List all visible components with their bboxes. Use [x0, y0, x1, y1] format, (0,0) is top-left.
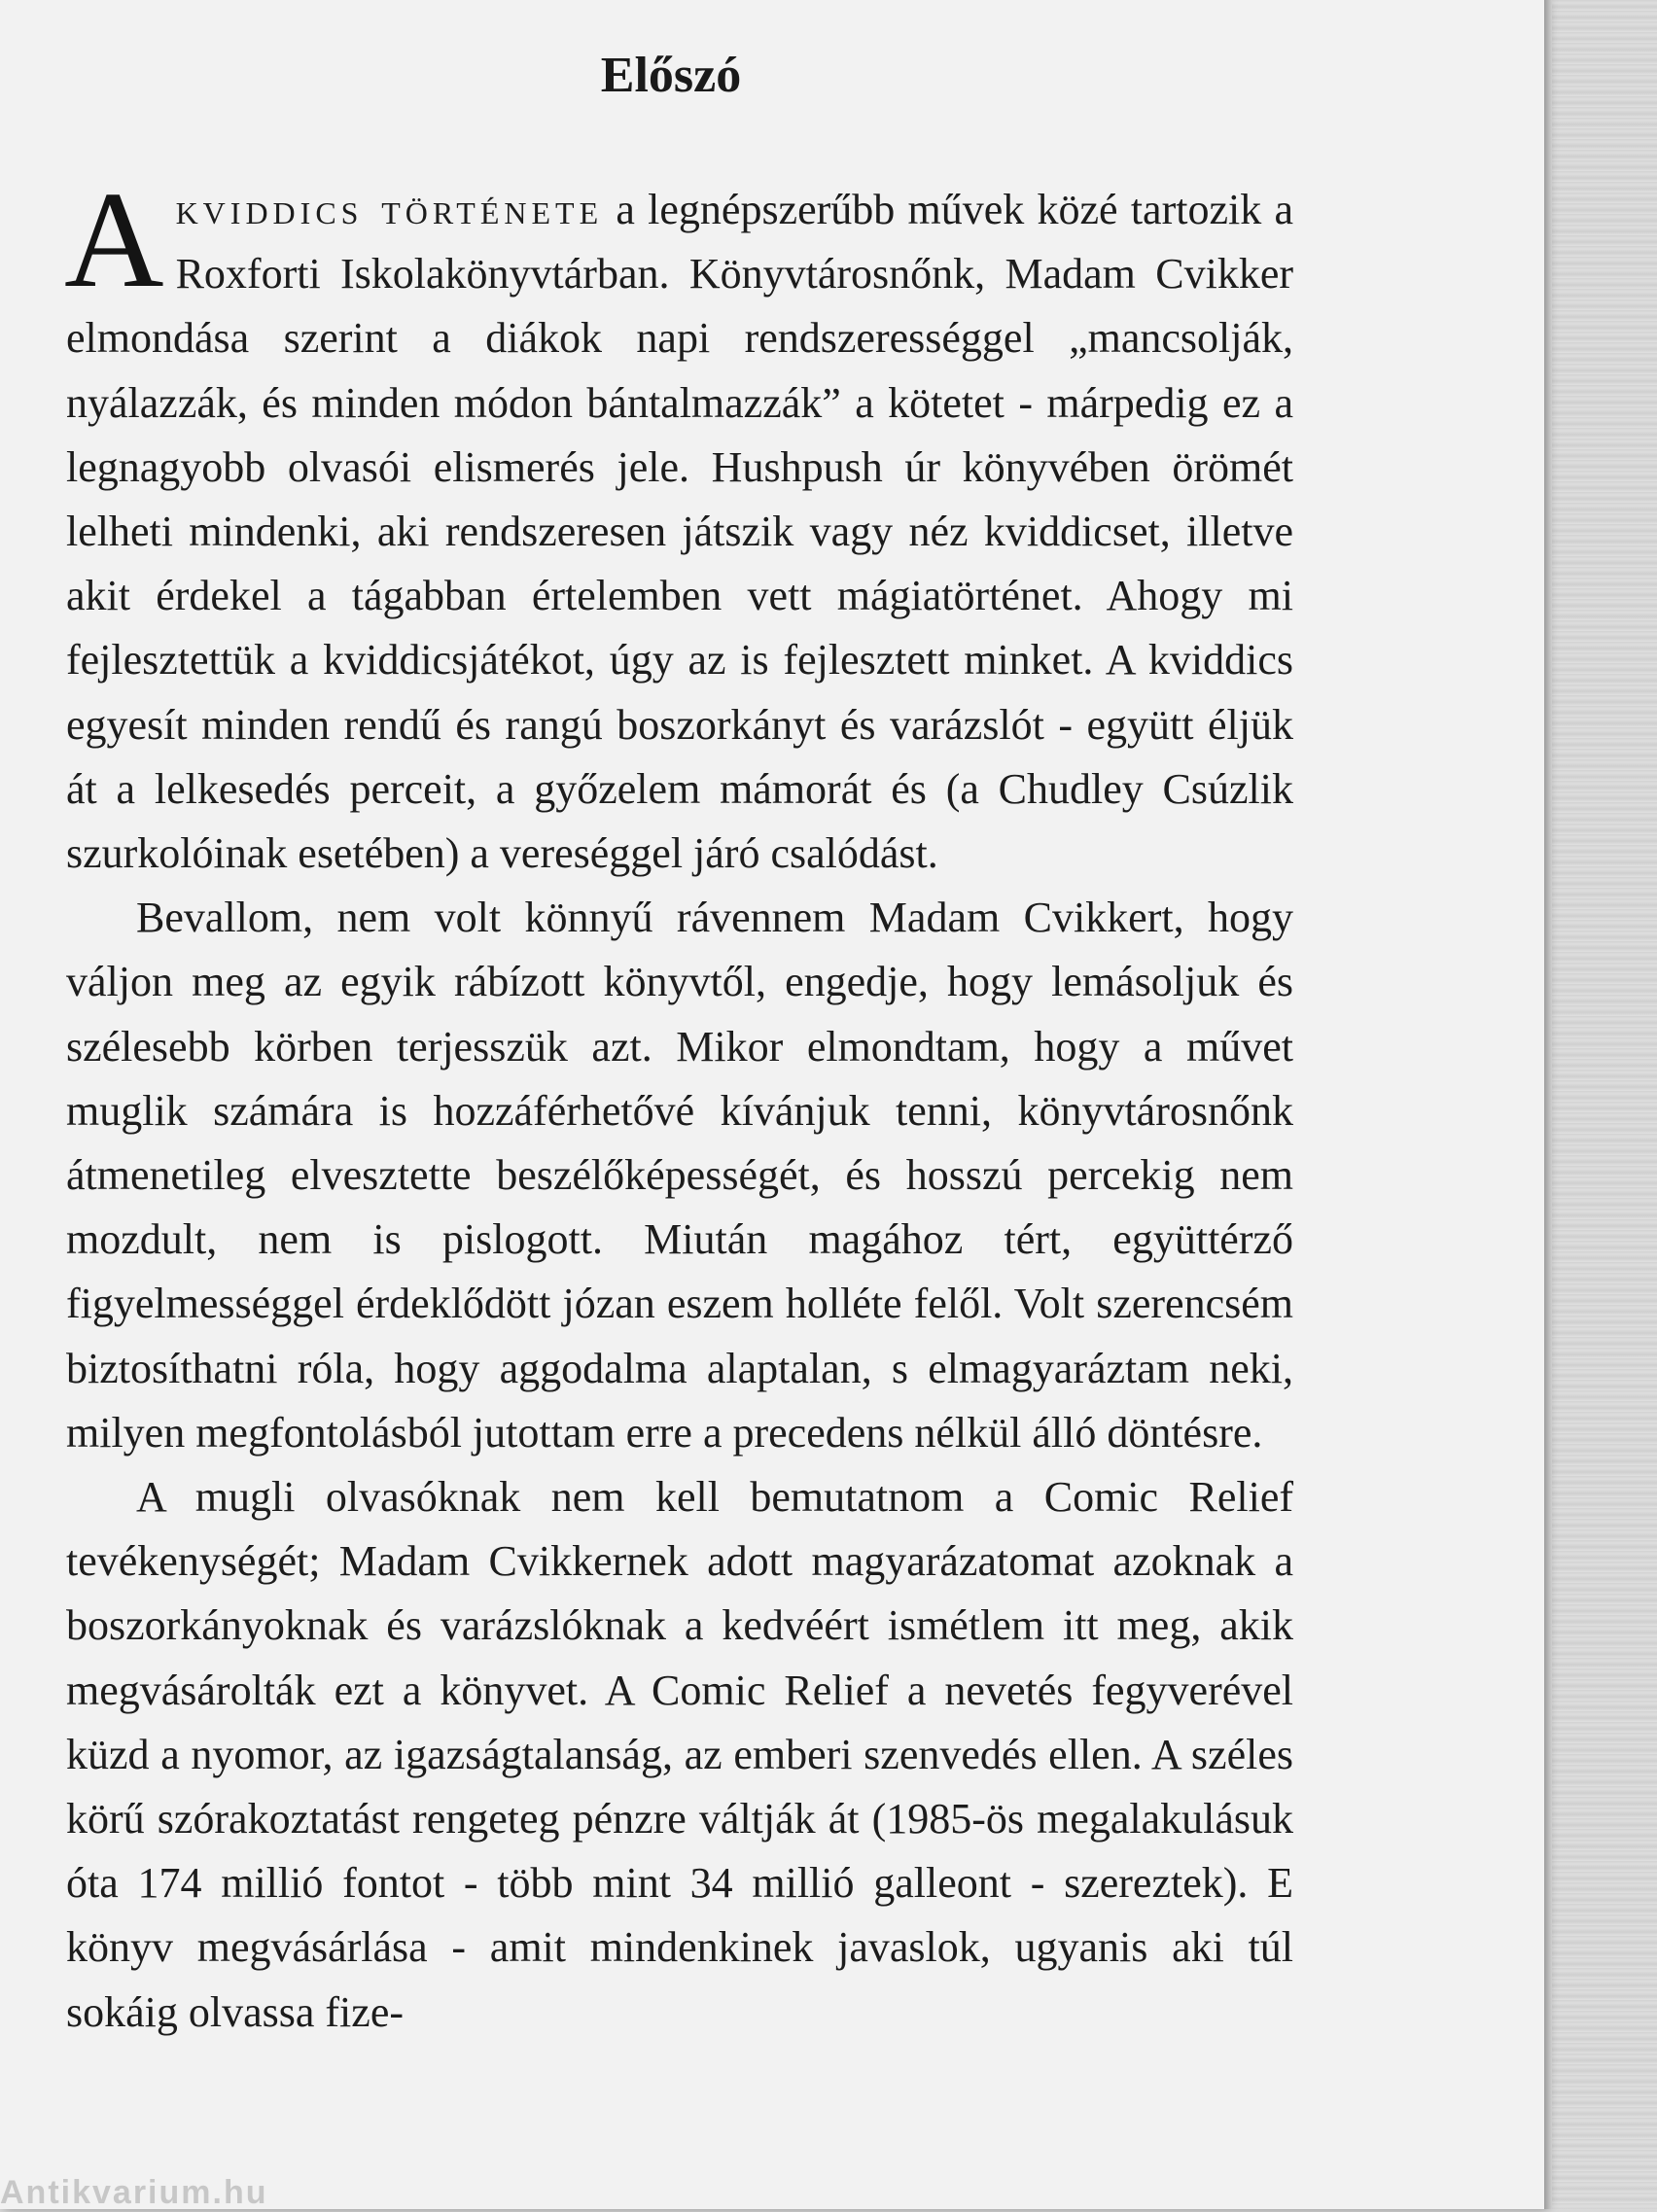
watermark: Antikvarium.hu — [0, 2174, 268, 2211]
paragraph-1 — [64, 162, 1293, 886]
backdrop-surface — [1546, 0, 1657, 2209]
drop-cap: A — [64, 162, 164, 316]
page-title: Előszó — [600, 48, 742, 103]
paragraph-3: A mugli olvasóknak nem kell bemutatnom a Comic Relief tevékenységét; Madam Cvikkernek adott magyarázatomat azoknak a boszorkányoknak és varázslóknak a kedvéért ismétlem itt meg, akik megvásárolták ezt a könyvet. A Comic Relief a nevetés fegyverével küzd a nyomor, az igazságtalanság, az emberi szenvedés ellen. A széles körű szórakoztatást rengeteg pénzre váltják át (1985-ös megalakulásuk óta 174 millió fontot - több mint 34 millió galleont - szereztek). E könyv megvásárlása - amit mindenkinek javaslok, ugyanis aki túl sokáig olvassa fize- — [66, 1473, 1293, 2036]
page-edge — [1544, 0, 1552, 2209]
body-text — [64, 162, 1293, 2045]
lead-in: kviddics története — [175, 184, 604, 233]
paragraph-1-text: a legnépszerűbb művek közé tartozik a Roxforti Iskolakönyvtárban. Könyvtárosnőnk, Madam Cvikker elmondása szerint a diákok napi rendszerességgel „mancsolják, nyálazzák, és minden módon bántalmazzák” a kötetet - márpedig ez a legnagyobb olvasói elismerés jele. Hushpush úr könyvében örömét lelheti mindenki, aki rendszeresen játszik vagy néz kviddicset, illetve akit érdekel a tágabban értelemben vett mágiatörténet. Ahogy mi fejlesztettük a kviddicsjátékot, úgy az is fejlesztett minket. A kviddics egyesít minden rendű és rangú boszorkányt és varázslót - együtt éljük át a lelkesedés perceit, a győzelem mámorát és (a Chudley Csúzlik szurkolóinak esetében) a vereséggel járó csalódást. — [66, 186, 1293, 878]
paragraph-2: Bevallom, nem volt könnyű rávennem Madam Cvikkert, hogy váljon meg az egyik rábízott könyvtől, engedje, hogy lemásoljuk és szélesebb körben terjesszük azt. Mikor elmondtam, hogy a művet muglik számára is hozzáférhetővé kívánjuk tenni, könyvtárosnőnk átmenetileg elvesztette beszélőképességét, és hosszú percekig nem mozdult, nem is pislogott. Miután magához tért, együttérző figyelmességgel érdeklődött józan eszem holléte felől. Volt szerencsém biztosíthatni róla, hogy aggodalma alaptalan, s elmagyaráztam neki, milyen megfontolásból jutottam erre a precedens nélkül álló döntésre. — [66, 894, 1293, 1457]
